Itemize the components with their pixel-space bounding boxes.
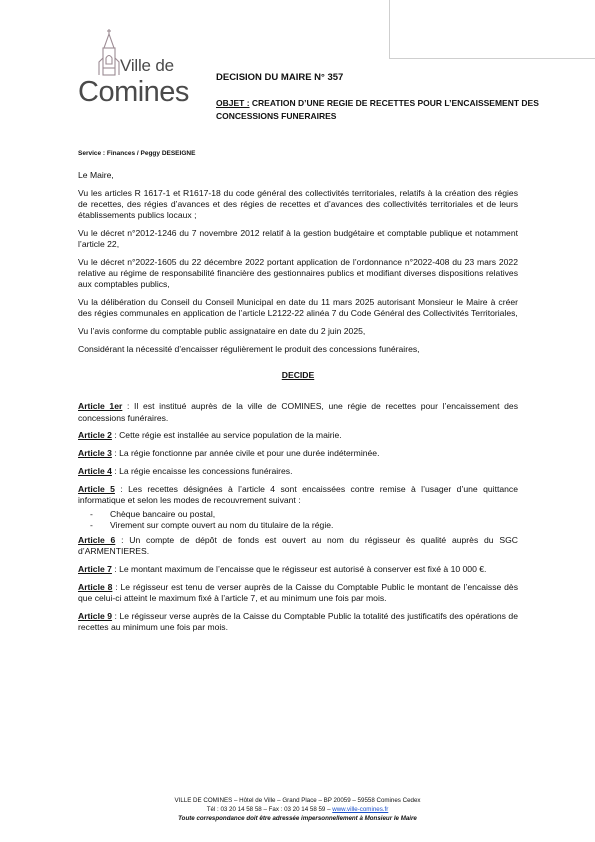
decision-objet (216, 97, 546, 123)
article-9-label: Article 9 (78, 611, 113, 621)
vu-decret-2012: Vu le décret n°2012-1246 du 7 novembre 2012 relatif à la gestion budgétaire et comptable publique et notamment l’article 22, (78, 228, 518, 250)
article-7-label: Article 7 (78, 564, 112, 575)
objet-label: OBJET : (216, 98, 250, 108)
considerant: Considérant la nécessité d’encaisser régulièrement le produit des concessions funéraires, (78, 344, 420, 354)
article-3 (78, 448, 518, 459)
footer-address: VILLE DE COMINES – Hôtel de Ville – Grand Place – BP 20059 – 59558 Comines Cedex (174, 797, 421, 804)
decide-heading: DECIDE (281, 370, 315, 381)
logo-ville-de: Ville de (120, 56, 174, 75)
article-2-label: Article 2 (78, 430, 112, 441)
article-2-text: : Cette régie est installée au service population de la mairie. (111, 430, 342, 441)
objet-text: CREATION D’UNE REGIE DE RECETTES POUR L’ENCAISSEMENT DES CONCESSIONS FUNERAIRES (216, 98, 539, 121)
article-5-label: Article 5 (78, 483, 115, 494)
comines-logo (78, 28, 198, 106)
article-5-text: : Les recettes désignées à l’article 4 sont encaissées contre remise à l’usager d’une quittance informatique et selon les modes de recouvrement suivant : (78, 483, 518, 505)
payment-mode-virement: - Virement sur compte ouvert au nom du titulaire de la régie. (110, 520, 518, 531)
footer-phone-fax: Tél : 03 20 14 58 58 – Fax : 03 20 14 58 59 – (206, 806, 333, 813)
article-1-text: : Il est institué auprès de la ville de COMINES, une régie de recettes pour l’encaissement des concessions funéraires. (78, 401, 518, 423)
service-line: Service : Finances / Peggy DESEIGNE (78, 150, 196, 157)
vu-avis: Vu l’avis conforme du comptable public assignataire en date du 2 juin 2025, (78, 326, 366, 337)
salutation: Le Maire, (78, 170, 114, 180)
church-tower-icon (96, 28, 122, 76)
article-3-label: Article 3 (78, 448, 112, 459)
payment-modes-list (78, 509, 518, 531)
page-footer (0, 796, 595, 823)
article-1 (78, 401, 518, 423)
article-3-text: : La régie fonctionne par année civile et pour une durée indéterminée. (111, 448, 380, 459)
article-9 (78, 611, 518, 633)
article-8-text: : Le régisseur est tenu de verser auprès de la Caisse du Comptable Public le montant de l’encaisse dès que celui-ci atteint le maximum fixé à l’article 7, et au minimum une fois par mois. (78, 582, 518, 604)
article-5 (78, 484, 518, 506)
article-1-label: Article 1er (78, 401, 123, 412)
decision-title: DECISION DU MAIRE N° 357 (216, 72, 344, 83)
article-7 (78, 564, 518, 575)
article-7-text: : Le montant maximum de l’encaisse que le régisseur est autorisé à conserver est fixé à 10 000 €. (111, 564, 487, 575)
article-6-label: Article 6 (78, 535, 116, 546)
article-8-label: Article 8 (78, 582, 113, 592)
decision-body (78, 170, 518, 640)
article-2 (78, 430, 518, 441)
article-4-label: Article 4 (78, 466, 112, 476)
footer-note: Toute correspondance doit être adressée impersonnellement à Monsieur le Maire (178, 815, 417, 822)
website-link[interactable]: www.ville-comines.fr (332, 806, 389, 813)
vu-articles: Vu les articles R 1617-1 et R1617-18 du code général des collectivités territoriales, relatifs à la création des régies de recettes, des régies d’avances et des régies de recettes et d’avances des collectivités territoriales et de leurs établissements publics locaux ; (78, 187, 518, 221)
article-6-text: : Un compte de dépôt de fonds est ouvert au nom du régisseur ès qualité auprès du SGC d’ARMENTIERES. (78, 535, 518, 557)
article-4 (78, 466, 518, 477)
article-6 (78, 535, 518, 557)
reception-stamp-box (389, 0, 595, 59)
logo-comines: Comines (78, 76, 189, 108)
footer-contact (0, 805, 595, 814)
article-8 (78, 582, 518, 604)
vu-decret-2022: Vu le décret n°2022-1605 du 22 décembre 2022 portant application de l’ordonnance n°2022-408 du 23 mars 2022 relative au régime de responsabilité financière des gestionnaires publics et modifiant diverses dispositions relatives aux comptables publics, (78, 257, 518, 290)
vu-deliberation: Vu la délibération du Conseil du Conseil Municipal en date du 11 mars 2025 autorisant Monsieur le Maire à créer des régies communales en application de l’article L2122-22 alinéa 7 du Code Général des Collectivités Territoriales, (78, 297, 518, 319)
article-9-text: : Le régisseur verse auprès de la Caisse du Comptable Public la totalité des justificatifs des opérations de recettes au minimum une fois par mois. (78, 611, 518, 633)
article-4-text: : La régie encaisse les concessions funéraires. (111, 466, 293, 476)
payment-mode-cheque: - Chèque bancaire ou postal, (110, 509, 518, 520)
